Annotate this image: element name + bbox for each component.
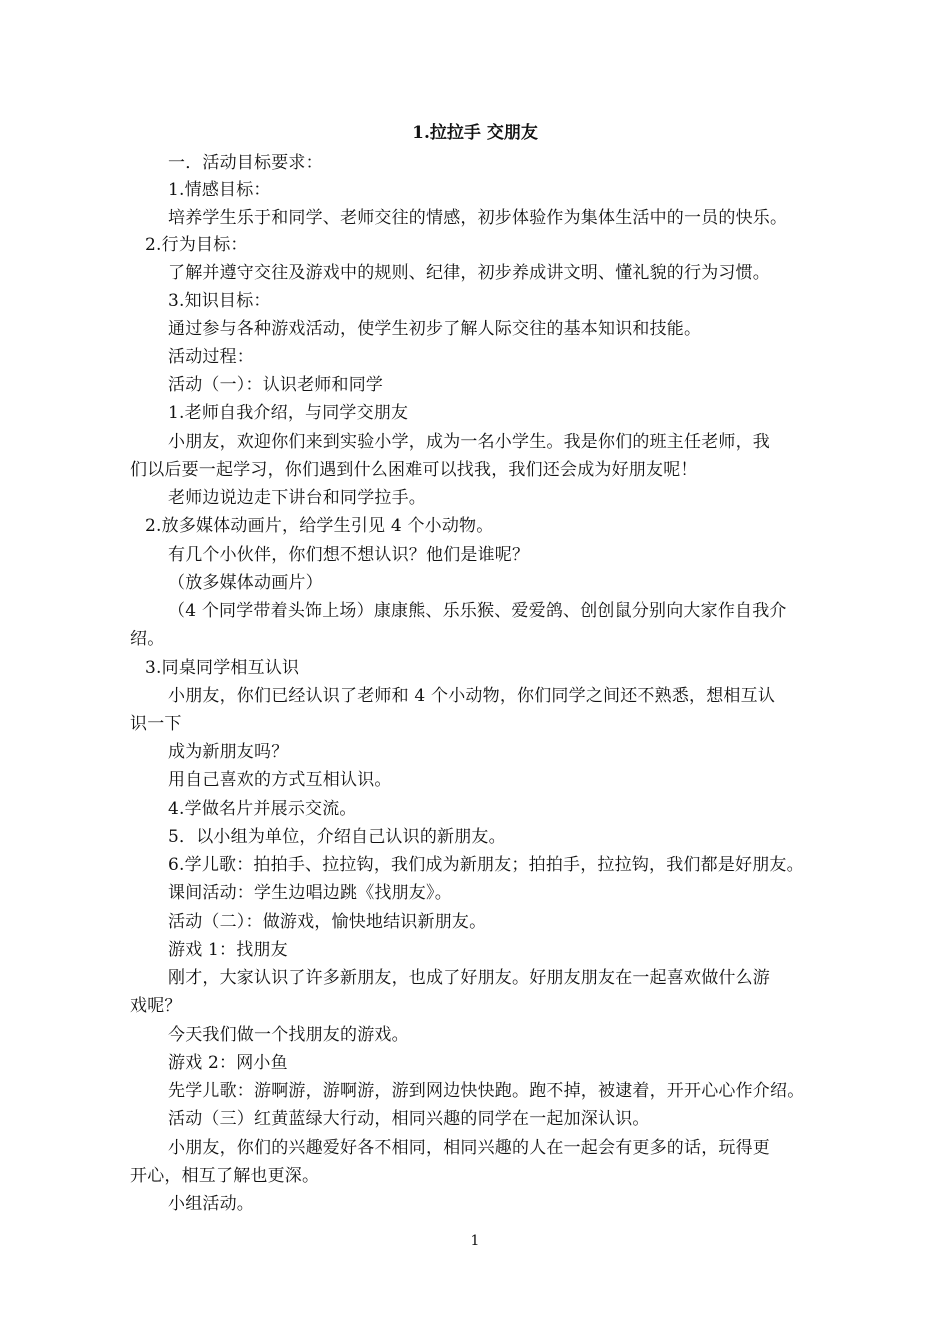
text-line: 老师边说边走下讲台和同学拉手。 [168, 488, 426, 508]
text-line: 1.老师自我介绍，与同学交朋友 [168, 403, 409, 423]
document-title: 1.拉拉手 交朋友 [412, 123, 538, 143]
text-line: 2.放多媒体动画片，给学生引见 4 个小动物。 [145, 516, 494, 536]
text-line: 了解并遵守交往及游戏中的规则、纪律，初步养成讲文明、懂礼貌的行为习惯。 [168, 263, 770, 283]
text-line: 活动（三）红黄蓝绿大行动，相同兴趣的同学在一起加深认识。 [168, 1109, 650, 1129]
text-line: 小组活动。 [168, 1194, 254, 1214]
text-line: 小朋友，你们已经认识了老师和 4 个小动物，你们同学之间还不熟悉，想相互认 [168, 686, 776, 706]
text-line: 活动过程： [168, 347, 254, 367]
text-line: 们以后要一起学习，你们遇到什么困难可以找我，我们还会成为好朋友呢！ [130, 460, 698, 480]
text-line: 3.同桌同学相互认识 [145, 658, 300, 678]
text-line: 开心，相互了解也更深。 [130, 1166, 320, 1186]
text-line: 课间活动：学生边唱边跳《找朋友》。 [168, 883, 452, 903]
text-line: 识一下 [130, 714, 182, 734]
text-line: 今天我们做一个找朋友的游戏。 [168, 1025, 409, 1045]
text-line: 先学儿歌：游啊游，游啊游，游到网边快快跑。跑不掉，被逮着，开开心心作介绍。 [168, 1081, 805, 1101]
text-line: 通过参与各种游戏活动，使学生初步了解人际交往的基本知识和技能。 [168, 319, 702, 339]
text-line: 绍。 [130, 629, 165, 649]
text-line: 活动（二）：做游戏，愉快地结识新朋友。 [168, 912, 487, 932]
text-line: 游戏 2：网小鱼 [168, 1053, 288, 1073]
text-line: 用自己喜欢的方式互相认识。 [168, 770, 392, 790]
text-line: 一．活动目标要求： [168, 153, 323, 173]
text-line: 小朋友，你们的兴趣爱好各不相同，相同兴趣的人在一起会有更多的话，玩得更 [168, 1138, 770, 1158]
text-line: 4.学做名片并展示交流。 [168, 799, 357, 819]
text-line: 活动（一）：认识老师和同学 [168, 375, 384, 395]
text-line: 培养学生乐于和同学、老师交往的情感，初步体验作为集体生活中的一员的快乐。 [168, 208, 788, 228]
text-line: 小朋友，欢迎你们来到实验小学，成为一名小学生。我是你们的班主任老师，我 [168, 432, 770, 452]
text-line: 3.知识目标： [168, 291, 271, 311]
text-line: 游戏 1：找朋友 [168, 940, 288, 960]
text-line: 成为新朋友吗？ [168, 742, 289, 762]
text-line: 有几个小伙伴，你们想不想认识？他们是谁呢？ [168, 545, 530, 565]
text-line: 6.学儿歌：拍拍手、拉拉钩，我们成为新朋友；拍拍手，拉拉钩，我们都是好朋友。 [168, 855, 804, 875]
text-line: 5．以小组为单位，介绍自己认识的新朋友。 [168, 827, 506, 847]
text-line: 2.行为目标： [145, 235, 248, 255]
text-line: 1.情感目标： [168, 180, 271, 200]
text-line: 戏呢？ [130, 996, 182, 1016]
text-line: （放多媒体动画片） [168, 573, 323, 593]
text-line: 刚才，大家认识了许多新朋友，也成了好朋友。好朋友朋友在一起喜欢做什么游 [168, 968, 770, 988]
page-number: 1 [470, 1233, 480, 1249]
text-line: （4 个同学带着头饰上场）康康熊、乐乐猴、爱爱鸽、创创鼠分别向大家作自我介 [168, 601, 787, 621]
